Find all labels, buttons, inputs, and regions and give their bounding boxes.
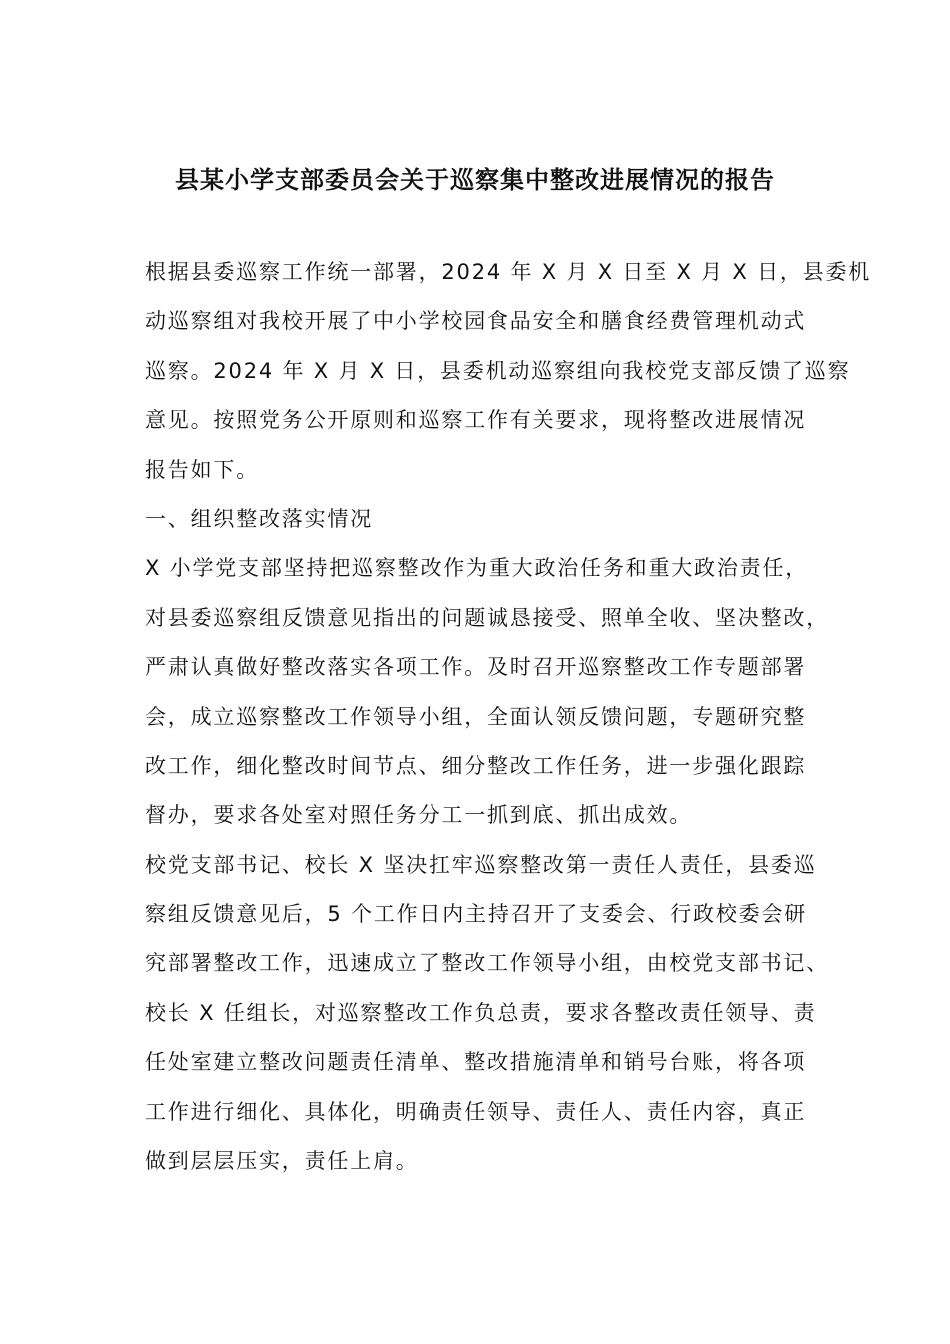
section-heading: 一、组织整改落实情况: [145, 506, 373, 531]
body-line: 究部署整改工作，迅速成立了整改工作领导小组，由校党支部书记、: [145, 951, 829, 976]
body-line: 对县委巡察组反馈意见指出的问题诚恳接受、照单全收、坚决整改，: [145, 605, 829, 630]
body-line: 校党支部书记、校长 X 坚决扛牢巡察整改第一责任人责任，县委巡: [145, 852, 817, 877]
body-line: 意见。按照党务公开原则和巡察工作有关要求，现将整改进展情况: [145, 408, 807, 433]
body-line: 报告如下。: [145, 457, 259, 482]
body-line: X 小学党支部坚持把巡察整改作为重大政治任务和重大政治责任，: [145, 556, 809, 581]
document-title: 县某小学支部委员会关于巡察集中整改进展情况的报告: [175, 165, 775, 194]
document-body: [145, 248, 872, 1186]
body-line: 做到层层压实，责任上肩。: [145, 1149, 419, 1174]
body-line: 动巡察组对我校开展了中小学校园食品安全和膳食经费管理机动式: [145, 309, 807, 334]
body-line: 任处室建立整改问题责任清单、整改措施清单和销号台账，将各项: [145, 1050, 807, 1075]
body-line: 改工作，细化整改时间节点、细分整改工作任务，进一步强化跟踪: [145, 753, 807, 778]
body-line: 会，成立巡察整改工作领导小组，全面认领反馈问题，专题研究整: [145, 704, 807, 729]
body-line: 督办，要求各处室对照任务分工一抓到底、抓出成效。: [145, 803, 693, 828]
body-line: 校长 X 任组长，对巡察整改工作负总责，要求各整改责任领导、责: [145, 1000, 817, 1025]
body-line: 巡察。2024 年 X 月 X 日，县委机动巡察组向我校党支部反馈了巡察: [145, 358, 851, 383]
body-line: 根据县委巡察工作统一部署，2024 年 X 月 X 日至 X 月 X 日，县委机: [145, 260, 872, 284]
body-line: 严肃认真做好整改落实各项工作。及时召开巡察整改工作专题部署: [145, 655, 807, 680]
body-line: 察组反馈意见后，5 个工作日内主持召开了支委会、行政校委会研: [145, 902, 808, 927]
body-line: 工作进行细化、具体化，明确责任领导、责任人、责任内容，真正: [145, 1099, 807, 1124]
